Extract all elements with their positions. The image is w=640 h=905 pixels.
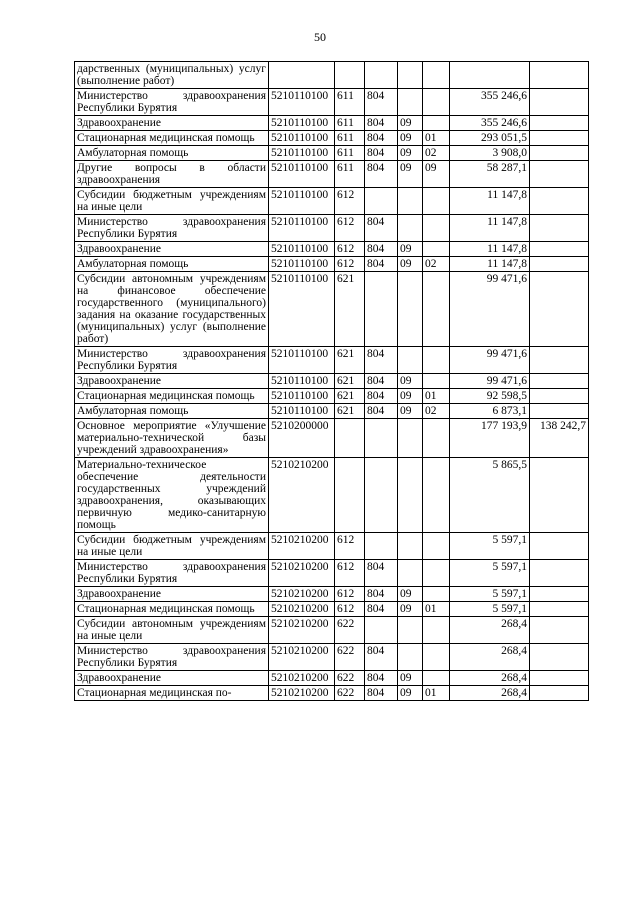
row-name-cell: Здравоохранение	[75, 374, 269, 389]
row-department-cell: 804	[365, 89, 398, 116]
row-amount-cell: 355 246,6	[450, 89, 530, 116]
row-amount-extra-cell	[530, 146, 589, 161]
row-amount-extra-cell	[530, 257, 589, 272]
row-name-cell: Амбулаторная помощь	[75, 257, 269, 272]
row-expense-type-cell: 621	[335, 374, 365, 389]
row-subsection-cell	[423, 215, 450, 242]
row-section-cell	[398, 215, 423, 242]
row-subsection-cell	[423, 188, 450, 215]
row-expense-type-cell: 611	[335, 161, 365, 188]
row-subsection-cell	[423, 116, 450, 131]
table-row	[75, 146, 589, 161]
row-code-cell: 5210210200	[269, 458, 335, 533]
row-subsection-cell	[423, 419, 450, 458]
row-code-cell: 5210210200	[269, 644, 335, 671]
row-code-cell: 5210110100	[269, 146, 335, 161]
row-section-cell	[398, 458, 423, 533]
row-amount-extra-cell	[530, 242, 589, 257]
row-amount-extra-cell	[530, 188, 589, 215]
row-amount-cell: 5 865,5	[450, 458, 530, 533]
row-amount-extra-cell	[530, 161, 589, 188]
row-expense-type-cell: 621	[335, 404, 365, 419]
row-department-cell: 804	[365, 242, 398, 257]
row-amount-cell: 177 193,9	[450, 419, 530, 458]
row-code-cell: 5210110100	[269, 188, 335, 215]
row-amount-cell: 11 147,8	[450, 242, 530, 257]
row-amount-cell: 99 471,6	[450, 347, 530, 374]
row-amount-extra-cell	[530, 533, 589, 560]
row-subsection-cell: 02	[423, 146, 450, 161]
row-section-cell: 09	[398, 587, 423, 602]
row-section-cell	[398, 62, 423, 89]
row-code-cell: 5210110100	[269, 89, 335, 116]
row-department-cell: 804	[365, 215, 398, 242]
row-expense-type-cell: 612	[335, 560, 365, 587]
row-amount-cell: 293 051,5	[450, 131, 530, 146]
row-name-cell: Материально-техническое обеспечение деятельности государственных учреждений здравоохранения, оказывающих первичную медико-санитарную помощь	[75, 458, 269, 533]
row-subsection-cell	[423, 374, 450, 389]
row-name-cell: Субсидии автономным учреждениям на финансовое обеспечение государственного (муниципального) задания на оказание государственных (муниципальных) услуг (выполнение работ)	[75, 272, 269, 347]
table-row	[75, 347, 589, 374]
row-subsection-cell: 02	[423, 404, 450, 419]
row-section-cell: 09	[398, 131, 423, 146]
table-row	[75, 89, 589, 116]
row-section-cell	[398, 347, 423, 374]
row-amount-cell: 11 147,8	[450, 215, 530, 242]
row-expense-type-cell: 612	[335, 257, 365, 272]
row-subsection-cell: 01	[423, 389, 450, 404]
row-name-cell: Стационарная медицинская по-	[75, 686, 269, 701]
row-subsection-cell: 01	[423, 686, 450, 701]
row-amount-cell: 11 147,8	[450, 257, 530, 272]
row-code-cell: 5210110100	[269, 215, 335, 242]
table-row	[75, 161, 589, 188]
row-section-cell: 09	[398, 389, 423, 404]
row-name-cell: Субсидии бюджетным учреждениям на иные цели	[75, 533, 269, 560]
row-amount-cell: 92 598,5	[450, 389, 530, 404]
table-row	[75, 671, 589, 686]
row-section-cell: 09	[398, 404, 423, 419]
row-department-cell: 804	[365, 560, 398, 587]
row-amount-extra-cell	[530, 404, 589, 419]
row-code-cell: 5210200000	[269, 419, 335, 458]
row-code-cell: 5210110100	[269, 116, 335, 131]
row-department-cell	[365, 62, 398, 89]
row-amount-extra-cell	[530, 215, 589, 242]
row-amount-extra-cell	[530, 587, 589, 602]
row-expense-type-cell	[335, 419, 365, 458]
row-section-cell	[398, 533, 423, 560]
row-amount-cell: 6 873,1	[450, 404, 530, 419]
row-section-cell: 09	[398, 257, 423, 272]
row-amount-cell: 5 597,1	[450, 533, 530, 560]
row-name-cell: Министерство здравоохранения Республики Бурятия	[75, 347, 269, 374]
table-row	[75, 419, 589, 458]
row-department-cell: 804	[365, 374, 398, 389]
row-subsection-cell	[423, 272, 450, 347]
row-expense-type-cell: 612	[335, 242, 365, 257]
row-amount-extra-cell: 138 242,7	[530, 419, 589, 458]
row-subsection-cell	[423, 62, 450, 89]
row-expense-type-cell: 622	[335, 617, 365, 644]
row-subsection-cell	[423, 617, 450, 644]
table-row	[75, 116, 589, 131]
row-subsection-cell	[423, 533, 450, 560]
row-subsection-cell: 01	[423, 131, 450, 146]
row-code-cell: 5210210200	[269, 560, 335, 587]
row-section-cell: 09	[398, 602, 423, 617]
row-section-cell	[398, 188, 423, 215]
row-subsection-cell	[423, 347, 450, 374]
row-department-cell	[365, 272, 398, 347]
row-expense-type-cell: 612	[335, 602, 365, 617]
row-subsection-cell	[423, 458, 450, 533]
row-subsection-cell	[423, 89, 450, 116]
row-amount-extra-cell	[530, 389, 589, 404]
row-amount-extra-cell	[530, 602, 589, 617]
row-code-cell: 5210110100	[269, 404, 335, 419]
row-name-cell: Амбулаторная помощь	[75, 404, 269, 419]
row-name-cell: Здравоохранение	[75, 671, 269, 686]
row-department-cell	[365, 533, 398, 560]
row-department-cell	[365, 617, 398, 644]
table-row	[75, 131, 589, 146]
row-name-cell: дарственных (муниципальных) услуг (выполнение работ)	[75, 62, 269, 89]
row-expense-type-cell: 612	[335, 587, 365, 602]
row-amount-cell: 5 597,1	[450, 602, 530, 617]
row-name-cell: Здравоохранение	[75, 587, 269, 602]
row-expense-type-cell: 612	[335, 188, 365, 215]
row-amount-cell: 99 471,6	[450, 374, 530, 389]
row-department-cell: 804	[365, 644, 398, 671]
row-department-cell: 804	[365, 671, 398, 686]
row-amount-cell: 11 147,8	[450, 188, 530, 215]
row-department-cell: 804	[365, 257, 398, 272]
row-subsection-cell	[423, 242, 450, 257]
row-section-cell: 09	[398, 146, 423, 161]
row-section-cell: 09	[398, 374, 423, 389]
row-expense-type-cell: 611	[335, 146, 365, 161]
row-expense-type-cell	[335, 62, 365, 89]
row-department-cell: 804	[365, 602, 398, 617]
row-expense-type-cell: 611	[335, 89, 365, 116]
row-name-cell: Министерство здравоохранения Республики Бурятия	[75, 560, 269, 587]
row-subsection-cell	[423, 671, 450, 686]
row-amount-extra-cell	[530, 560, 589, 587]
row-name-cell: Амбулаторная помощь	[75, 146, 269, 161]
row-amount-extra-cell	[530, 131, 589, 146]
row-department-cell: 804	[365, 131, 398, 146]
row-expense-type-cell: 612	[335, 533, 365, 560]
row-department-cell	[365, 458, 398, 533]
row-department-cell: 804	[365, 161, 398, 188]
row-subsection-cell: 02	[423, 257, 450, 272]
row-expense-type-cell: 621	[335, 389, 365, 404]
row-amount-extra-cell	[530, 671, 589, 686]
row-subsection-cell	[423, 560, 450, 587]
row-code-cell: 5210210200	[269, 602, 335, 617]
row-code-cell: 5210110100	[269, 131, 335, 146]
row-amount-extra-cell	[530, 617, 589, 644]
table-row	[75, 257, 589, 272]
row-expense-type-cell: 621	[335, 347, 365, 374]
table-row	[75, 62, 589, 89]
row-expense-type-cell: 622	[335, 671, 365, 686]
table-row	[75, 560, 589, 587]
table-row	[75, 686, 589, 701]
row-name-cell: Другие вопросы в области здравоохранения	[75, 161, 269, 188]
row-amount-extra-cell	[530, 272, 589, 347]
row-section-cell	[398, 272, 423, 347]
row-department-cell: 804	[365, 686, 398, 701]
row-code-cell: 5210110100	[269, 242, 335, 257]
row-amount-cell: 58 287,1	[450, 161, 530, 188]
row-name-cell: Здравоохранение	[75, 116, 269, 131]
row-code-cell: 5210110100	[269, 272, 335, 347]
row-section-cell	[398, 560, 423, 587]
table-row	[75, 374, 589, 389]
row-name-cell: Здравоохранение	[75, 242, 269, 257]
row-amount-cell	[450, 62, 530, 89]
row-name-cell: Основное мероприятие «Улучшение материально-технической базы учреждений здравоохранения»	[75, 419, 269, 458]
row-department-cell: 804	[365, 347, 398, 374]
row-amount-cell: 3 908,0	[450, 146, 530, 161]
row-name-cell: Стационарная медицинская помощь	[75, 602, 269, 617]
row-code-cell: 5210210200	[269, 671, 335, 686]
row-amount-cell: 5 597,1	[450, 587, 530, 602]
row-amount-extra-cell	[530, 374, 589, 389]
row-code-cell: 5210110100	[269, 161, 335, 188]
row-subsection-cell: 01	[423, 602, 450, 617]
row-section-cell: 09	[398, 116, 423, 131]
row-department-cell: 804	[365, 116, 398, 131]
row-name-cell: Субсидии бюджетным учреждениям на иные цели	[75, 188, 269, 215]
table-row	[75, 587, 589, 602]
row-amount-extra-cell	[530, 686, 589, 701]
table-row	[75, 404, 589, 419]
row-code-cell: 5210210200	[269, 533, 335, 560]
table-row	[75, 644, 589, 671]
row-section-cell: 09	[398, 242, 423, 257]
row-amount-extra-cell	[530, 116, 589, 131]
row-code-cell: 5210210200	[269, 617, 335, 644]
row-section-cell	[398, 617, 423, 644]
page-number: 50	[314, 30, 326, 44]
row-amount-extra-cell	[530, 458, 589, 533]
table-row	[75, 188, 589, 215]
row-amount-cell: 268,4	[450, 671, 530, 686]
row-expense-type-cell: 622	[335, 686, 365, 701]
row-amount-cell: 268,4	[450, 644, 530, 671]
table-row	[75, 533, 589, 560]
row-department-cell: 804	[365, 404, 398, 419]
row-subsection-cell	[423, 587, 450, 602]
row-section-cell: 09	[398, 161, 423, 188]
row-expense-type-cell: 612	[335, 215, 365, 242]
table-row	[75, 458, 589, 533]
row-name-cell: Стационарная медицинская помощь	[75, 131, 269, 146]
row-expense-type-cell: 622	[335, 644, 365, 671]
row-code-cell: 5210110100	[269, 389, 335, 404]
row-code-cell: 5210110100	[269, 347, 335, 374]
row-amount-cell: 99 471,6	[450, 272, 530, 347]
row-department-cell: 804	[365, 389, 398, 404]
table-row	[75, 272, 589, 347]
row-subsection-cell	[423, 644, 450, 671]
row-department-cell: 804	[365, 587, 398, 602]
row-name-cell: Министерство здравоохранения Республики Бурятия	[75, 89, 269, 116]
row-name-cell: Субсидии автономным учреждениям на иные цели	[75, 617, 269, 644]
row-section-cell: 09	[398, 671, 423, 686]
row-section-cell	[398, 644, 423, 671]
row-amount-cell: 268,4	[450, 686, 530, 701]
row-section-cell	[398, 89, 423, 116]
row-department-cell	[365, 188, 398, 215]
row-expense-type-cell	[335, 458, 365, 533]
row-expense-type-cell: 611	[335, 116, 365, 131]
row-code-cell	[269, 62, 335, 89]
table-row	[75, 242, 589, 257]
row-amount-extra-cell	[530, 89, 589, 116]
row-amount-extra-cell	[530, 644, 589, 671]
row-subsection-cell: 09	[423, 161, 450, 188]
budget-table	[74, 61, 589, 701]
row-code-cell: 5210210200	[269, 587, 335, 602]
row-name-cell: Министерство здравоохранения Республики Бурятия	[75, 215, 269, 242]
table-row	[75, 215, 589, 242]
row-code-cell: 5210110100	[269, 257, 335, 272]
table-row	[75, 389, 589, 404]
row-amount-extra-cell	[530, 62, 589, 89]
row-amount-cell: 5 597,1	[450, 560, 530, 587]
row-amount-cell: 355 246,6	[450, 116, 530, 131]
row-department-cell	[365, 419, 398, 458]
row-section-cell: 09	[398, 686, 423, 701]
row-amount-extra-cell	[530, 347, 589, 374]
row-code-cell: 5210210200	[269, 686, 335, 701]
table-row	[75, 602, 589, 617]
table-row	[75, 617, 589, 644]
row-department-cell: 804	[365, 146, 398, 161]
row-name-cell: Министерство здравоохранения Республики Бурятия	[75, 644, 269, 671]
row-expense-type-cell: 611	[335, 131, 365, 146]
row-code-cell: 5210110100	[269, 374, 335, 389]
row-section-cell	[398, 419, 423, 458]
row-expense-type-cell: 621	[335, 272, 365, 347]
row-name-cell: Стационарная медицинская помощь	[75, 389, 269, 404]
row-amount-cell: 268,4	[450, 617, 530, 644]
